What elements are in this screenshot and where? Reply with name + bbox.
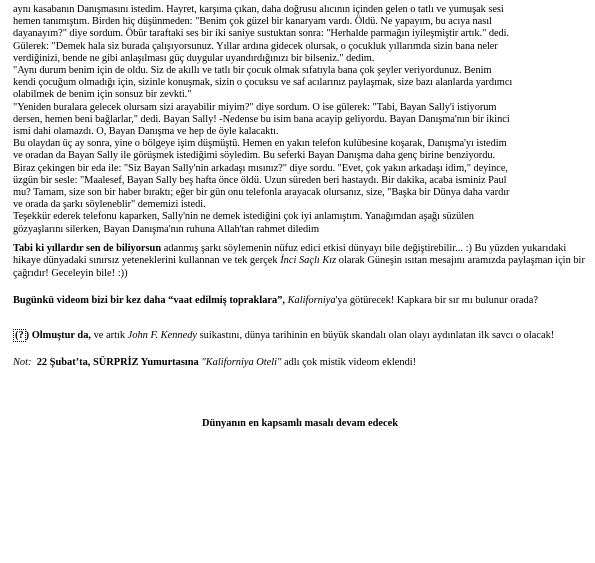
para3-italic: John F. Kennedy [127, 330, 198, 342]
story-line: Teşekkür ederek telefonu kaparken, Sally'nin ne demek istediğini çok iyi anlamıştım. Yanağımdan aşağı süzülen [13, 211, 474, 223]
story-line: aynı kasabanın Danışmasını istedim. Hayret, karşıma çıkan, daha doğrusu alıcının içinden gelen o tatlı ve yumuşak sesi [13, 4, 504, 15]
story-line: Biraz çekingen bir eda ile: "Siz Bayan Sally'nin arkadaşı mısınız?" diye sordu. "Evet, çok yakın arkadaşı idim," deyince, [13, 162, 508, 174]
paragraph-video-intro [13, 295, 587, 308]
para1-italic: İnci Saçlı Kız [280, 255, 337, 267]
story-line: ismi dahi olamazdı. O, Bayan Danışma ve hep de öyle kalacaktı. [13, 126, 279, 138]
story-line: verdiğinizi, bende ne gibi anlaşılması güç duygular uyandırdığınızı bir bilseniz." dedim. [13, 52, 375, 64]
para1-text-b: olarak Güneşin ısıtan mesajını aramızda paylaşman için bir çağrıdır! Geceleyin bile! :)) [13, 255, 585, 280]
note-video-link[interactable]: "Kaliforniya Oteli" [201, 356, 282, 368]
story-line: mu? Tamam, size son bir haber bıraktı; eğer bir gün onu telefonla arayacak olursanız, size, "Başka bir Dünya daha vardır [13, 187, 510, 199]
story-text [13, 4, 587, 236]
para3-text-b: suikastını, dünya tarihinin en büyük skandalı olan olayı aydınlatan ilk savcı o olacak! [197, 330, 555, 342]
paragraph-kennedy [13, 329, 587, 343]
document-page [13, 4, 587, 429]
story-line: hemen tanımıştım. Birden hiç düşünmeden: "Benim çok güzel bir kanaryam vardı. Öldü. Ne yapayım, bu acıya nasıl [13, 16, 492, 28]
story-line: dersen, hemen beni bağlarlar," dedi. Bayan Sally! -Nedense bu isim bana acayip geliyordu. Bayan Danışma'nın bir ikinci [13, 113, 510, 125]
story-line: olabilmek de benim için sonsuz bir zevkti." [13, 89, 192, 101]
story-line: üzgün bir sesle: "Maalesef, Bayan Sally beş hafta önce öldü. Uzun süreden beri hastaydı. Bir dakika, acaba isminiz Paul [13, 174, 507, 186]
para3-bold: ) Olmuştur da, [25, 330, 91, 342]
para2-italic: Kaliforniya [285, 294, 336, 306]
story-line: Gülerek: "Demek hala siz burada çalışıyorsunuz. Yıllar ardına gidecek olursak, o çocukluk yıllarımda sizin bana neler [13, 40, 498, 52]
story-line: gözyaşlarını silerken, Bayan Danışma'nın ruhuna Allah'tan rahmet diledim [13, 223, 320, 235]
para1-text-a: adanmış şarkı söylemenin nüfuz edici etkisi dünyayı bile değiştirebilir... :) Bu yüzden yukarıdaki hikaye dünyadaki sınırsız yeteneklerini kullannan ve tek gerçek [13, 242, 567, 267]
story-line: Bu olaydan üç ay sonra, yine o bölgeye işim düşmüştü. Hemen en yakın telefon kulübesine koşarak, Danışma'yı istedim [13, 138, 507, 150]
paragraph-song-message [13, 243, 587, 281]
para2-text: 'ya götürecek! Kapkara bir sır mı bulunur orada? [335, 294, 538, 306]
para2-bold: Bugünkü videom bizi bir kez daha “vaat edilmiş topraklara”, [13, 294, 286, 306]
footer-heading: Dünyanın en kapsamlı masalı devam edecek [201, 417, 398, 429]
note-text: adlı çok mistik videom eklendi! [281, 356, 417, 368]
note-line [13, 357, 587, 368]
story-line: "Aynı durum benim için de oldu. Siz de akıllı ve tatlı bir çocuk olmak sıfatıyla bana çok şeyler veriyordunuz. Benim [13, 65, 492, 77]
story-line: "Yeniden buralara gelecek olursam sizi arayabilir miyim?" diye sordum. O ise gülerek: "Tabi, Bayan Sally'i istiyorum [13, 101, 497, 113]
para1-bold: Tabi ki yıllardır sen de biliyorsun [13, 242, 162, 254]
text-cursor-box[interactable]: (? [15, 330, 24, 342]
note-bold: 22 Şubat’ta, SÜRPRİZ Yumurtasına [36, 356, 199, 368]
story-line: kendi çocuğum olmadığı için, sizinle konuşmak, sizin o çocuksu ve saf acılarınız paylaşmak, size bazı alanlarda yardımcı [13, 77, 513, 89]
story-line: dayanayım?" diye sordum. Öbür taraftaki ses bir iki saniye sustuktan sonra: "Herhalde parmağın iyileşmiştir artık." dedi. [13, 28, 510, 40]
note-label: Not: [13, 356, 32, 368]
story-line: ve orada da şarkı söyleneblir" dememizi istedi. [13, 199, 206, 211]
story-line: ve oradan da Bayan Sally ile görüşmek istediğimi söyledim. Bu seferki Bayan Danışma daha genç birine benziyordu. [13, 150, 496, 162]
para3-text-a: ve artık [91, 330, 128, 342]
